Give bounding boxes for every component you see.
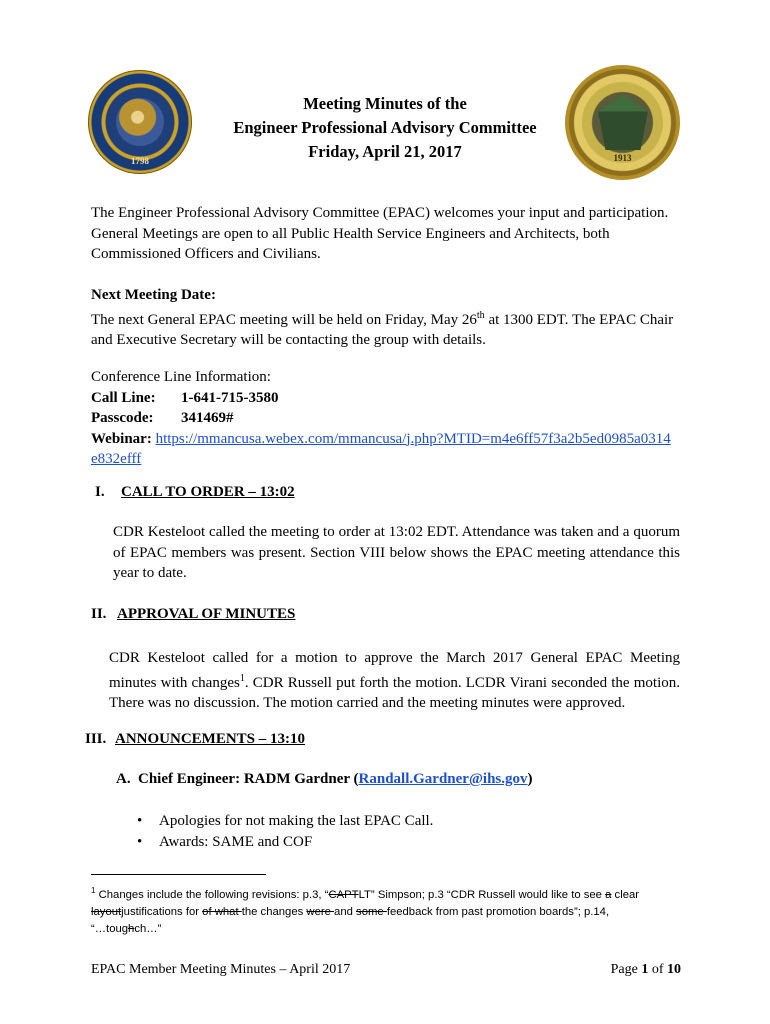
section-number: II. <box>91 606 107 622</box>
footnote-text: and <box>334 905 357 918</box>
next-meeting-label: Next Meeting Date: <box>91 287 216 303</box>
section-title: CALL TO ORDER – 13:02 <box>121 484 295 500</box>
subsection-letter: A. <box>116 771 131 787</box>
footnote-deleted-text: layout <box>91 905 122 918</box>
footnote-deleted-text: CAPT <box>328 888 359 901</box>
section-heading-call-to-order <box>95 484 295 501</box>
footnote-text: justifications for <box>121 905 203 918</box>
usphs-engineers-seal-logo <box>565 65 680 180</box>
usphs-seal-logo <box>88 70 192 174</box>
call-to-order-body <box>113 522 680 584</box>
webinar-link-continued[interactable]: e832efff <box>91 451 142 467</box>
passcode-row <box>91 408 681 429</box>
footnote-deleted-text: a <box>605 888 612 901</box>
next-meeting-section <box>91 285 681 351</box>
passcode-value: 341469# <box>181 410 234 426</box>
chief-engineer-email-link[interactable]: Randall.Gardner@ihs.gov <box>358 771 528 787</box>
approval-text-start: CDR Kesteloot called for a motion to approve the March 2017 General EPAC Meeting minutes with changes <box>109 650 680 691</box>
webinar-label: Webinar: <box>91 430 152 447</box>
section-heading-approval-of-minutes <box>91 606 295 623</box>
footnote-deleted-text: h <box>128 922 135 935</box>
footnote-text: LT” Simpson; p.3 “CDR Russell would like to see <box>358 888 606 901</box>
footer-title: EPAC Member Meeting Minutes – April 2017 <box>91 962 351 977</box>
list-item: • Apologies for not making the last EPAC Call. <box>137 811 677 832</box>
footnote-marker: 1 <box>91 886 96 895</box>
section-number: I. <box>95 484 105 500</box>
title-line-2: Engineer Professional Advisory Committee <box>233 118 537 137</box>
footnote <box>91 882 691 938</box>
next-meeting-superscript: th <box>476 309 485 321</box>
next-meeting-text <box>91 306 681 351</box>
footnote-divider <box>91 874 266 875</box>
footnote-reference[interactable]: 1 <box>239 672 245 684</box>
subsection-chief-engineer <box>116 771 533 788</box>
approval-body <box>109 648 680 714</box>
subsection-title: Chief Engineer: RADM Gardner ( <box>138 771 359 787</box>
approval-text-end: . CDR Russell put forth the motion. LCDR Virani seconded the motion. There was no discussion. The motion carried and the meeting minutes were approved. <box>109 674 680 711</box>
page-of: of <box>648 962 667 977</box>
footnote-deleted-text: some <box>356 905 387 918</box>
footnote-deleted-text: were <box>306 905 335 918</box>
call-line-row <box>91 388 681 409</box>
footnote-text: clear <box>611 888 640 901</box>
section-title: APPROVAL OF MINUTES <box>117 606 296 622</box>
footnote-text: the changes <box>241 905 307 918</box>
conference-section <box>91 367 681 470</box>
webinar-row <box>91 429 681 470</box>
footnote-text: feedback from past promotion boards”; p.14, <box>386 905 610 918</box>
footnote-text: ch…” <box>134 922 162 935</box>
title-line-3: Friday, April 21, 2017 <box>308 142 462 161</box>
footnote-text: Changes include the following revisions: p.3, “ <box>95 888 329 901</box>
section-title: ANNOUNCEMENTS – 13:10 <box>115 731 306 747</box>
section-heading-announcements <box>85 731 305 748</box>
page-total: 10 <box>667 962 681 977</box>
title-line-1: Meeting Minutes of the <box>303 94 467 113</box>
conference-heading: Conference Line Information: <box>91 369 271 385</box>
call-line-number: 1-641-715-3580 <box>181 389 279 406</box>
document-title <box>200 92 570 164</box>
page-current: 1 <box>641 962 649 977</box>
call-line-label: Call Line: <box>91 389 156 406</box>
next-meeting-text-end: at 1300 EDT. The EPAC Chair and Executive Secretary will be contacting the group with details. <box>91 311 674 348</box>
announcements-list <box>137 811 677 853</box>
page-number <box>560 962 681 978</box>
page-prefix: Page <box>610 962 642 977</box>
next-meeting-text-start: The next General EPAC meeting will be held on Friday, May 26 <box>91 311 477 328</box>
intro-paragraph: The Engineer Professional Advisory Committee (EPAC) welcomes your input and participation. General Meetings are open to all Public Health Service Engineers and Architects, both Commissioned Officers and Civilians. <box>91 205 669 262</box>
section-number: III. <box>85 731 107 747</box>
intro-section <box>91 203 681 265</box>
call-to-order-paragraph: CDR Kesteloot called the meeting to order at 13:02 EDT. Attendance was taken and a quorum of EPAC members was present. Section VIII below shows the EPAC meeting attendance this year to date. <box>113 524 680 581</box>
seal-right-year: 1913 <box>613 153 632 163</box>
passcode-label: Passcode: <box>91 410 154 426</box>
footnote-text: “…toug <box>91 922 129 935</box>
webinar-link[interactable]: https://mmancusa.webex.com/mmancusa/j.php?MTID=m4e6ff57f3a2b5ed0985a0314 <box>155 430 671 447</box>
subsection-close: ) <box>527 771 533 787</box>
approval-paragraph <box>109 648 680 714</box>
footnote-deleted-text: of what <box>202 905 242 918</box>
list-item: • Awards: SAME and COF <box>137 832 677 853</box>
seal-left-year: 1798 <box>131 156 149 166</box>
